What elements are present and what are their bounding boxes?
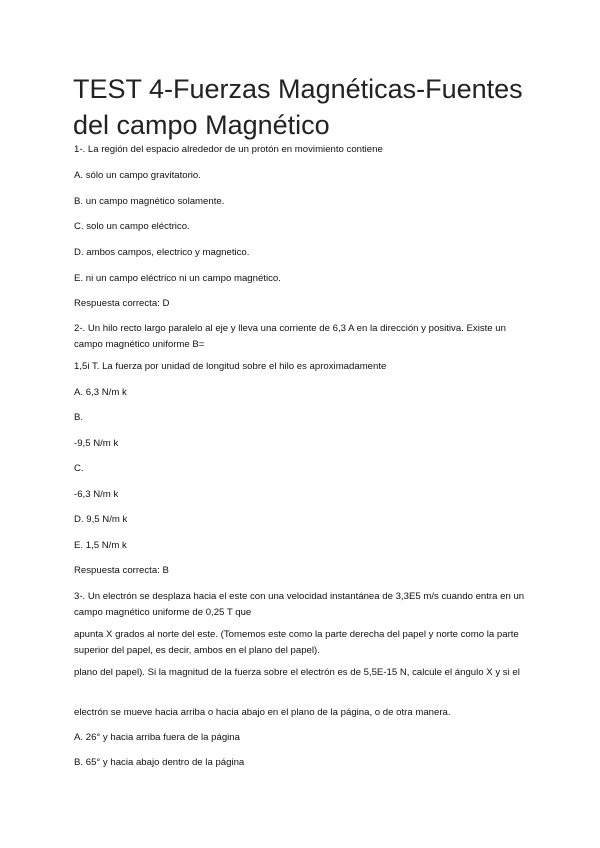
question-1-option-a: A. sólo un campo gravitatorio. — [74, 170, 201, 181]
question-2-option-d: D. 9,5 N/m k — [74, 514, 128, 525]
question-2-option-c-label: C. — [74, 463, 84, 474]
question-1-option-d: D. ambos campos, electrico y magnetico. — [74, 247, 250, 258]
question-2-text-cont: 1,5i T. La fuerza por unidad de longitud sobre el hilo es aproximadamente — [74, 361, 387, 372]
question-1-option-e: E. ni un campo eléctrico ni un campo magnético. — [74, 273, 281, 284]
question-3-text-cont-2: plano del papel). Si la magnitud de la fuerza sobre el electrón es de 5,5E-15 N, calcule el ángulo X y si el — [74, 667, 520, 678]
question-3-text: 3-. Un electrón se desplaza hacia el este con una velocidad instantánea de 3,3E5 m/s cuando entra en un campo magnético uniforme de 0,25 T que — [74, 591, 525, 618]
question-1-answer: Respuesta correcta: D — [74, 298, 170, 309]
question-3-option-b: B. 65° y hacia abajo dentro de la página — [74, 757, 245, 768]
question-2-option-a: A. 6,3 N/m k — [74, 387, 127, 398]
question-3-option-a: A. 26° y hacia arriba fuera de la página — [74, 732, 240, 743]
question-1-option-b: B. un campo magnético solamente. — [74, 196, 225, 207]
question-2-option-b-label: B. — [74, 412, 84, 423]
document-title-line-1: TEST 4-Fuerzas Magnéticas-Fuentes — [73, 74, 523, 104]
document-title-line-2: del campo Magnético — [73, 110, 330, 140]
question-2-answer: Respuesta correcta: B — [74, 565, 169, 576]
question-2-text: 2-. Un hilo recto largo paralelo al eje y lleva una corriente de 6,3 A en la dirección y positiva. Existe un campo magnético uniforme B= — [74, 323, 506, 350]
question-2-option-c-value: -6,3 N/m k — [74, 489, 119, 500]
question-1-text: 1-. La región del espacio alrededor de un protón en movimiento contiene — [74, 144, 383, 155]
question-3-text-cont-3: electrón se mueve hacia arriba o hacia abajo en el plano de la página, o de otra manera. — [74, 707, 451, 718]
question-3-text-cont-1: apunta X grados al norte del este. (Tomemos este como la parte derecha del papel y norte como la parte superior del papel, es decir, ambos en el plano del papel). — [74, 629, 519, 656]
question-1-option-c: C. solo un campo eléctrico. — [74, 221, 190, 232]
question-2-option-b-value: -9,5 N/m k — [74, 438, 119, 449]
question-2-option-e: E. 1,5 N/m k — [74, 540, 127, 551]
